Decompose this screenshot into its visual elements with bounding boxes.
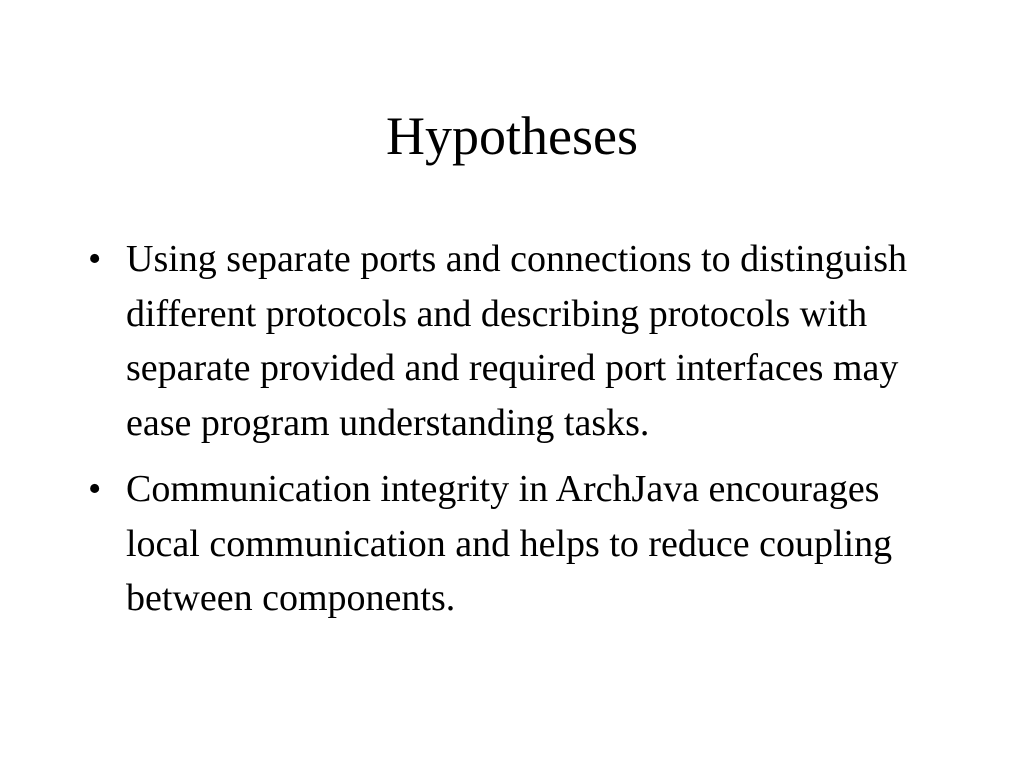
- bullet-icon: •: [88, 238, 102, 280]
- bullet-text: Using separate ports and connections to distinguish different protocols and describing protocols with separate provided and required port interfaces may ease program understanding tasks.: [126, 238, 907, 444]
- slide-title: Hypotheses: [386, 106, 638, 166]
- bullet-list: [88, 232, 948, 638]
- bullet-item: [88, 232, 948, 450]
- bullet-text: Communication integrity in ArchJava encourages local communication and helps to reduce coupling between components.: [126, 468, 893, 619]
- bullet-item: [88, 462, 948, 626]
- bullet-icon: •: [88, 468, 102, 510]
